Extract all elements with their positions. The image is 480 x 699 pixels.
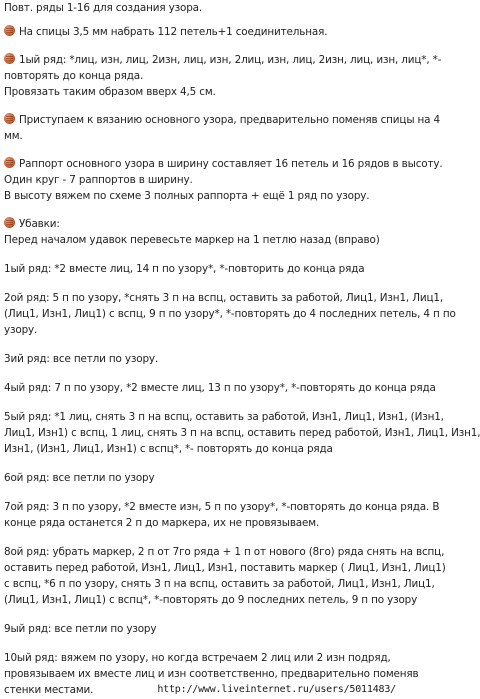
text-line: 2ой ряд: 5 п по узору, *снять 3 п на вспц, оставить за работой, Лиц1, Изн1, Лиц1, [4,292,444,304]
text-line: Перед началом удавок перевесьте маркер на 1 петлю назад (вправо) [4,234,380,246]
text-line: Лиц1, Изн1) с вспц, 1 лиц, снять 3 п на вспц, оставить перед работой, Изн1, Лиц1, Изн1, [4,427,480,439]
text-line: 1ый ряд: *лиц, изн, лиц, 2изн, лиц, изн, 2лиц, изн, лиц, 2изн, лиц, изн, лиц*, *- [4,52,398,68]
text-line: конце ряда останется 2 п до маркера, их не провязываем. [4,517,320,529]
yarn-ball-icon [4,157,15,168]
text-line: (Лиц1, Изн1, Лиц1) с вспц*, *-повторять до 9 последних петель, 9 п по узору [4,594,418,606]
text-line: оставить перед работой, Изн1, Лиц1, Изн1, поставить маркер ( Лиц1, Изн1, Лиц1) [4,562,446,574]
yarn-ball-icon [4,53,15,64]
text-line: Провязать таким образом вверх 4,5 см. [4,86,216,98]
text-line: 4ый ряд: 7 п по узору, *2 вместе лиц, 13 п по узору*, *-повторять до конца ряда [4,382,436,394]
text-line: 9ый ряд: все петли по узору [4,623,157,635]
text-line: с вспц, *6 п по узору, снять 3 п на вспц, оставить за работой, Лиц1, Изн1, Лиц1, [4,578,435,590]
text-line: На спицы 3,5 мм набрать 112 петель+1 соединительная. [4,24,398,40]
yarn-ball-icon [4,113,15,124]
text-line: 6ой ряд: все петли по узору [4,472,155,484]
text-line: В высоту вяжем по схеме 3 полных раппорта + ещё 1 ряд по узору. [4,190,370,202]
watermark-url: http://www.liveinternet.ru/users/5011483/ [157,684,396,695]
text-line: 5ый ряд: *1 лиц, снять 3 п на вспц, оставить за работой, Изн1, Лиц1, Изн1, (Изн1, [4,411,444,423]
text-line: провязываем их вместе лиц и изн соответственно, предварительно поменяв [4,668,419,680]
text-line: Один круг - 7 раппортов в ширину. [4,174,193,186]
text-line: Раппорт основного узора в ширину составляет 16 петель и 16 рядов в высоту. [4,156,398,172]
yarn-ball-icon [4,217,15,228]
text-line: Убавки: [4,216,398,232]
text-line: 7ой ряд: 3 п по узору, *2 вместе изн, 5 п по узору*, *-повторять до конца ряда. В [4,501,440,513]
yarn-ball-icon [4,25,15,36]
text-line: 1ый ряд: *2 вместе лиц, 14 п по узору*, *-повторить до конца ряда [4,263,365,275]
text-line: Повт. ряды 1-16 для создания узора. [4,2,203,14]
knitting-instructions [4,0,480,698]
text-line: повторять до конца ряда. [4,70,144,82]
text-line: 3ий ряд: все петли по узору. [4,353,159,365]
text-line: 8ой ряд: убрать маркер, 2 п от 7го ряда + 1 п от нового (8го) ряда снять на вспц, [4,546,445,558]
text-line: (Лиц1, Изн1, Лиц1) с вспц, 9 п по узору*, *-повторять до 4 последних петель, 4 п по [4,308,456,320]
text-line: стенки местами. [4,684,94,696]
text-line: Приступаем к вязанию основного узора, предварительно поменяв спицы на 4 [4,112,398,128]
text-line: 10ый ряд: вяжем по узору, но когда встречаем 2 лиц или 2 изн подряд, [4,652,391,664]
text-line: Изн1, (Изн1, Лиц1, Изн1) с вспц*, *- повторять до конца ряда [4,443,333,455]
text-line: узору. [4,324,38,336]
text-line: мм. [4,130,23,142]
